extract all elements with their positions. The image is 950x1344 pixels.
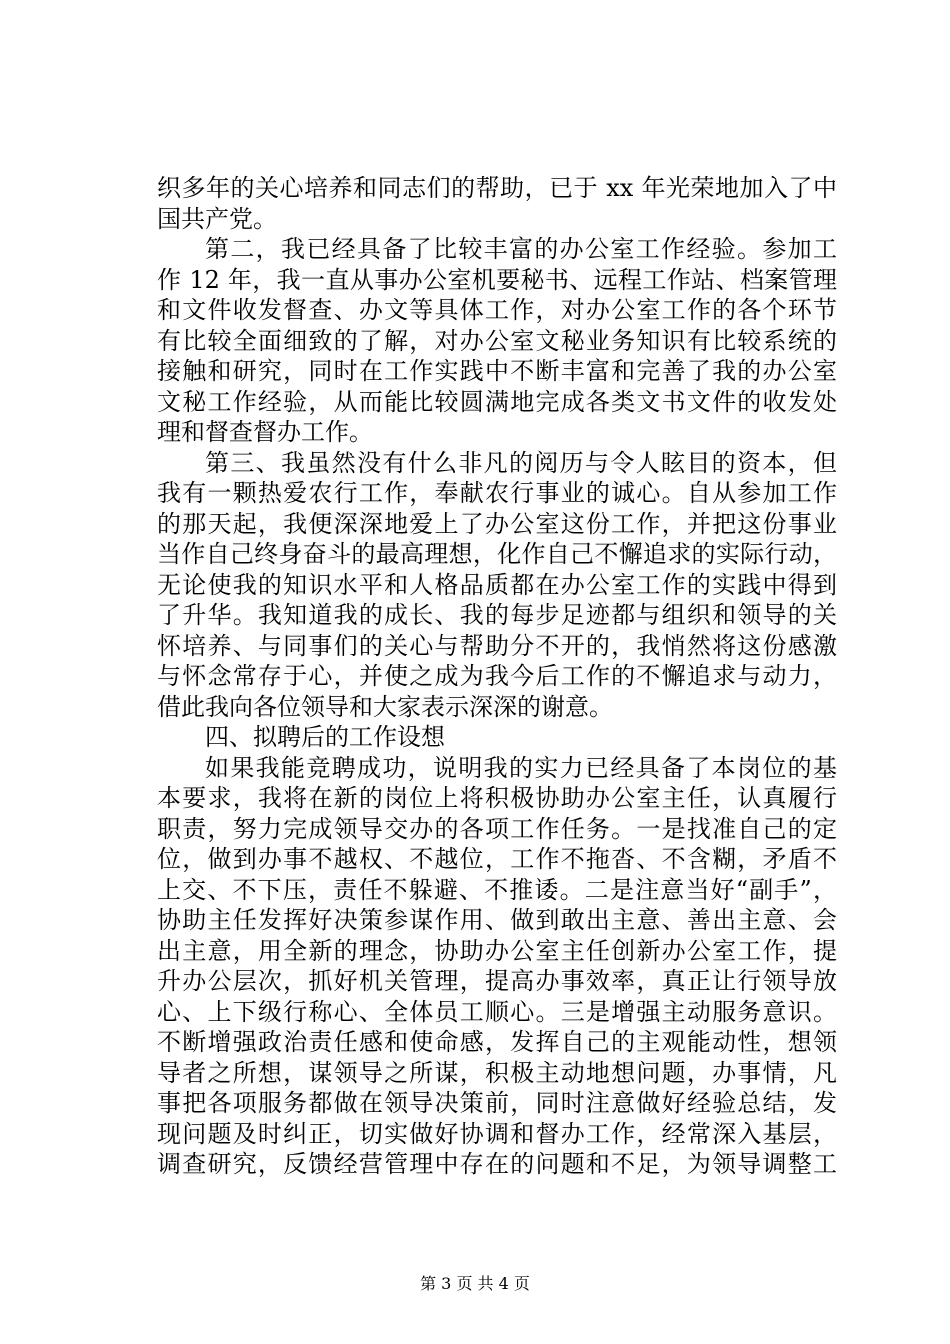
text-line: 升办公层次，抓好机关管理，提高办事效率，真正让行领导放 [157,967,837,995]
text-line: 第二，我已经具备了比较丰富的办公室工作经验。参加工 [205,235,837,263]
text-line: 织多年的关心培养和同志们的帮助，已于 xx 年光荣地加入了中 [157,174,837,202]
text-line: 接触和研究，同时在工作实践中不断丰富和完善了我的办公室 [157,357,837,385]
text-line: 国共产党。 [157,204,277,233]
document-body [157,173,837,1180]
text-line: 心、上下级行称心、全体员工顺心。三是增强主动服务意识。 [157,997,837,1026]
text-line: 与怀念常存于心，并使之成为我今后工作的不懈追求与动力， [157,662,837,690]
text-line: 和文件收发督查、办文等具体工作，对办公室工作的各个环节 [157,296,837,324]
text-line: 借此我向各位领导和大家表示深深的谢意。 [157,692,613,721]
text-line: 四、拟聘后的工作设想 [205,723,445,751]
text-line: 职责，努力完成领导交办的各项工作任务。一是找准自己的定 [157,814,837,843]
text-line: 文秘工作经验，从而能比较圆满地完成各类文书文件的收发处 [157,387,837,416]
text-line: 出主意，用全新的理念，协助办公室主任创新办公室工作，提 [157,936,837,965]
text-line: 不断增强政治责任感和使命感，发挥自己的主观能动性，想领 [157,1028,837,1056]
text-line: 的那天起，我便深深地爱上了办公室这份工作，并把这份事业 [157,509,837,538]
text-line: 无论使我的知识水平和人格品质都在办公室工作的实践中得到 [157,570,837,599]
text-line: 导者之所想，谋领导之所谋，积极主动地想问题，办事情，凡 [157,1058,837,1087]
text-line: 理和督查督办工作。 [157,418,373,446]
text-line: 了升华。我知道我的成长、我的每步足迹都与组织和领导的关 [157,601,837,629]
text-line: 第三、我虽然没有什么非凡的阅历与令人眩目的资本，但 [205,448,837,477]
text-line: 现问题及时纠正，切实做好协调和督办工作，经常深入基层， [157,1119,837,1148]
text-line: 协助主任发挥好决策参谋作用、做到敢出主意、善出主意、会 [157,906,837,934]
text-line: 有比较全面细致的了解，对办公室文秘业务知识有比较系统的 [157,326,837,355]
text-line: 当作自己终身奋斗的最高理想，化作自己不懈追求的实际行动， [157,540,837,568]
text-line: 我有一颗热爱农行工作，奉献农行事业的诚心。自从参加工作 [157,479,837,507]
text-line: 作 12 年，我一直从事办公室机要秘书、远程工作站、档案管理 [157,265,837,294]
page-footer: 第 3 页 共 4 页 [420,1274,530,1293]
text-line: 怀培养、与同事们的关心与帮助分不开的，我悄然将这份感激 [157,631,837,660]
text-line: 本要求，我将在新的岗位上将积极协助办公室主任，认真履行 [157,784,837,812]
text-line: 事把各项服务都做在领导决策前，同时注意做好经验总结，发 [157,1089,837,1117]
text-line: 调查研究，反馈经营管理中存在的问题和不足，为领导调整工 [157,1150,837,1178]
text-line: 如果我能竞聘成功，说明我的实力已经具备了本岗位的基 [205,753,837,782]
text-line: 上交、不下压，责任不躲避、不推诿。二是注意当好“副手”， [157,875,837,904]
text-line: 位，做到办事不越权、不越位，工作不拖沓、不含糊，矛盾不 [157,845,837,873]
